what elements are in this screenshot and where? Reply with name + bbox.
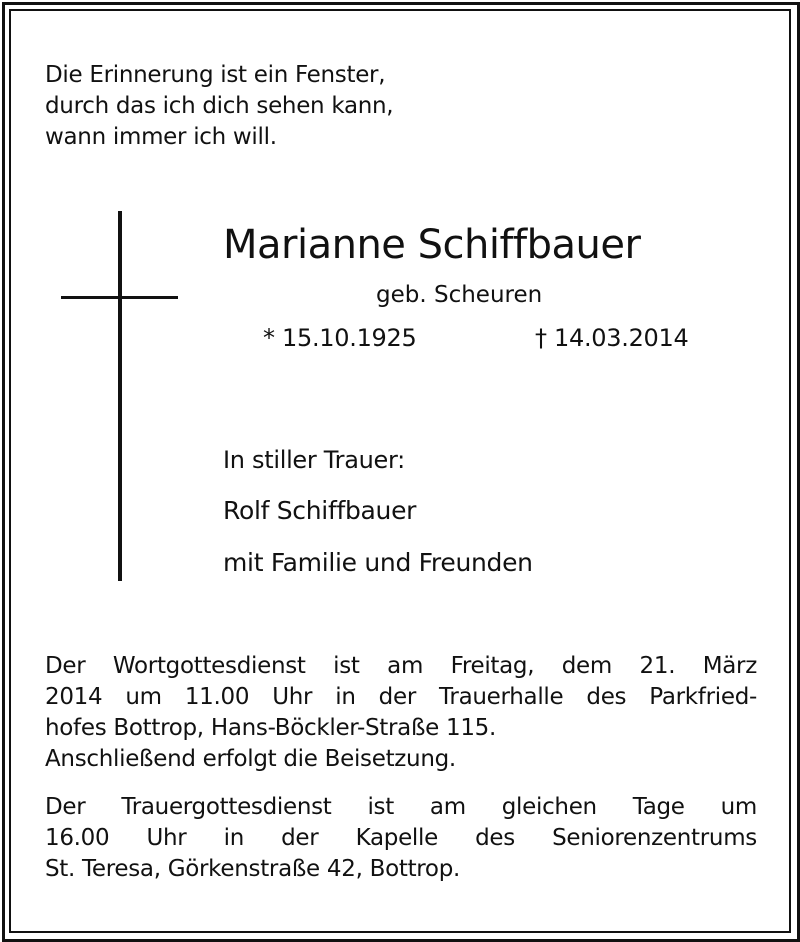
service-line: Anschließend erfolgt die Beisetzung. <box>45 746 456 772</box>
quote-line: wann immer ich will. <box>45 124 277 150</box>
quote-line: durch das ich dich sehen kann, <box>45 93 394 119</box>
service-line: Der Trauergottesdienst ist am gleichen Tage um <box>45 794 757 820</box>
death-date: † 14.03.2014 <box>535 324 689 352</box>
mourner-family: mit Familie und Freunden <box>223 548 533 577</box>
funeral-service-notice <box>45 651 757 775</box>
birth-date: * 15.10.1925 <box>263 324 417 352</box>
requiem-mass-notice <box>45 792 757 885</box>
maiden-name: geb. Scheuren <box>376 282 543 308</box>
cross-icon-crossbar <box>61 296 178 299</box>
service-line: 16.00 Uhr in der Kapelle des Seniorenzentrums <box>45 825 757 851</box>
service-line: 2014 um 11.00 Uhr in der Trauerhalle des Parkfried- <box>45 684 757 710</box>
service-line: hofes Bottrop, Hans-Böckler-Straße 115. <box>45 715 497 741</box>
deceased-name: Marianne Schiffbauer <box>223 222 641 268</box>
quote-line: Die Erinnerung ist ein Fenster, <box>45 62 386 88</box>
mourning-label: In stiller Trauer: <box>223 446 405 474</box>
cross-icon <box>118 211 122 581</box>
service-line: Der Wortgottesdienst ist am Freitag, dem 21. März <box>45 653 757 679</box>
memorial-quote <box>45 60 393 153</box>
mourner-name: Rolf Schiffbauer <box>223 496 417 525</box>
service-line: St. Teresa, Görkenstraße 42, Bottrop. <box>45 856 461 882</box>
